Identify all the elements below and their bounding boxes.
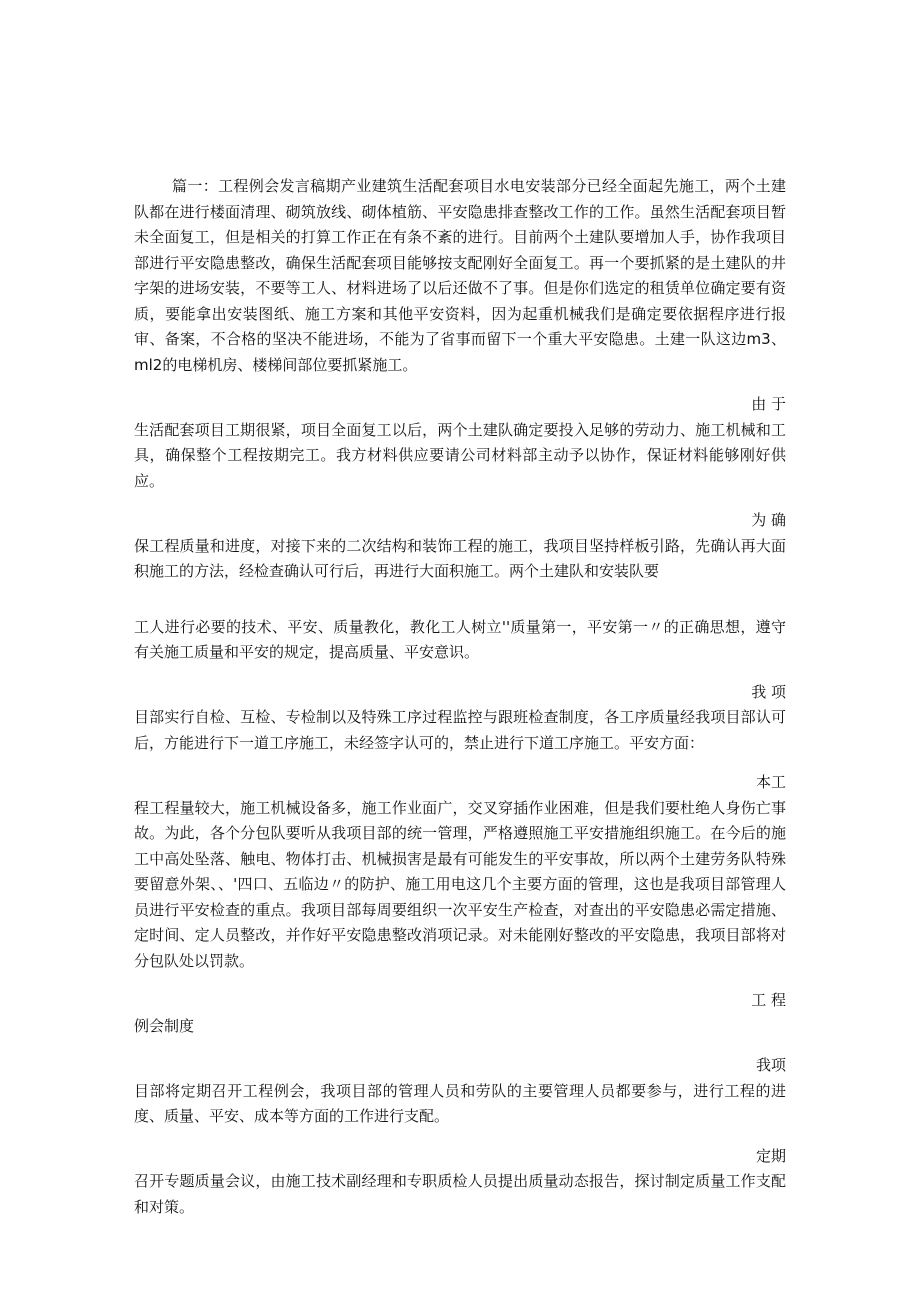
paragraph-9: 召开专题质量会议，由施工技术副经理和专职质检人员提出质量动态报告，探讨制定质量工作支配和对策。 <box>134 1172 786 1216</box>
paragraph-3-lead: 为 确 <box>751 511 786 529</box>
paragraph-4: 工人进行必要的技术、平安、质量教化，教化工人树立''质量第一，平安第一〃的正确思想，遵守有关施工质量和平安的规定，提高质量、平安意识。 <box>134 617 786 661</box>
spacer <box>134 666 786 680</box>
document-body <box>134 174 786 1220</box>
paragraph-3: 保工程质量和进度，对接下来的二次结构和装饰工程的施工，我项目坚持样板引路，先确认再大面积施工的方法，经检查确认可行后，再进行大面积施工。两个土建队和安装队要 <box>134 536 786 580</box>
spacer <box>134 974 786 988</box>
paragraph-5-lead: 我 项 <box>751 682 786 701</box>
paragraph-7: 例会制度 <box>134 1016 195 1035</box>
spacer <box>134 585 786 615</box>
paragraph-5: 目部实行自检、互检、专检制以及特殊工序过程监控与跟班检查制度，各工序质量经我项目部认可后，方能进行下一道工序施工，未经签字认可的，禁止进行下道工序施工。平安方面： <box>134 708 786 752</box>
spacer <box>134 378 786 392</box>
spacer <box>134 1130 786 1144</box>
paragraph-7-lead: 工 程 <box>751 991 786 1009</box>
paragraph-1: 篇一：工程例会发言稿期产业建筑生活配套项目水电安装部分已经全面起先施工，两个土建队都在进行楼面清理、砌筑放线、砌体植筋、平安隐患排查整改工作的工作。虽然生活配套项目暂未全面复工，但是相关的打算工作正在有条不紊的进行。目前两个土建队要增加人手，协作我项目部进行平安隐患整改，确保生活配套项目能够按支配刚好全面复工。再一个要抓紧的是土建队的井字架的进场安装，不要等工人、材料进场了以后还做不了事。但是你们选定的租赁单位确定要有资质，要能拿出安装图纸、施工方案和其他平安资料，因为起重机械我们是确定要依据程序进行报审、备案，不合格的坚决不能进场，不能为了省事而留下一个重大平安隐患。土建一队这边m3、ml2的电梯机房、楼梯间部位要抓紧施工。 <box>134 177 786 374</box>
paragraph-8: 目部将定期召开工程例会，我项目部的管理人员和劳队的主要管理人员都要参与，进行工程的进度、质量、平安、成本等方面的工作进行支配。 <box>134 1081 786 1125</box>
spacer <box>134 1039 786 1053</box>
paragraph-2: 生活配套项目工期很紧，项目全面复工以后，两个土建队确定要投入足够的劳动力、施工机械和工具，确保整个工程按期完工。我方材料供应要请公司材料部主动予以协作，保证材料能够刚好供应。 <box>134 420 786 490</box>
spacer <box>134 756 786 770</box>
paragraph-6: 程工程量较大，施工机械设备多，施工作业面广，交叉穿插作业困难，但是我们要杜绝人身伤亡事故。为此，各个分包队要听从我项目部的统一管理，严格遵照施工平安措施组织施工。在今后的施工中高处坠落、触电、物体打击、机械损害是最有可能发生的平安事故，所以两个土建劳务队特殊要留意外架、、'四口、五临边〃的防护、施工用电这几个主要方面的管理，这也是我项目部管理人员进行平安检查的重点。我项目部每周要组织一次平安生产检查，对查出的平安隐患必需定措施、定时间、定人员整改，并作好平安隐患整改消项记录。对未能刚好整改的平安隐患，我项目部将对分包队处以罚款。 <box>134 798 786 970</box>
paragraph-8-lead: 我项 <box>755 1056 786 1074</box>
paragraph-9-lead: 定期 <box>755 1146 786 1165</box>
paragraph-2-lead: 由 于 <box>751 395 786 413</box>
paragraph-6-lead: 本工 <box>755 773 786 791</box>
spacer <box>134 494 786 508</box>
